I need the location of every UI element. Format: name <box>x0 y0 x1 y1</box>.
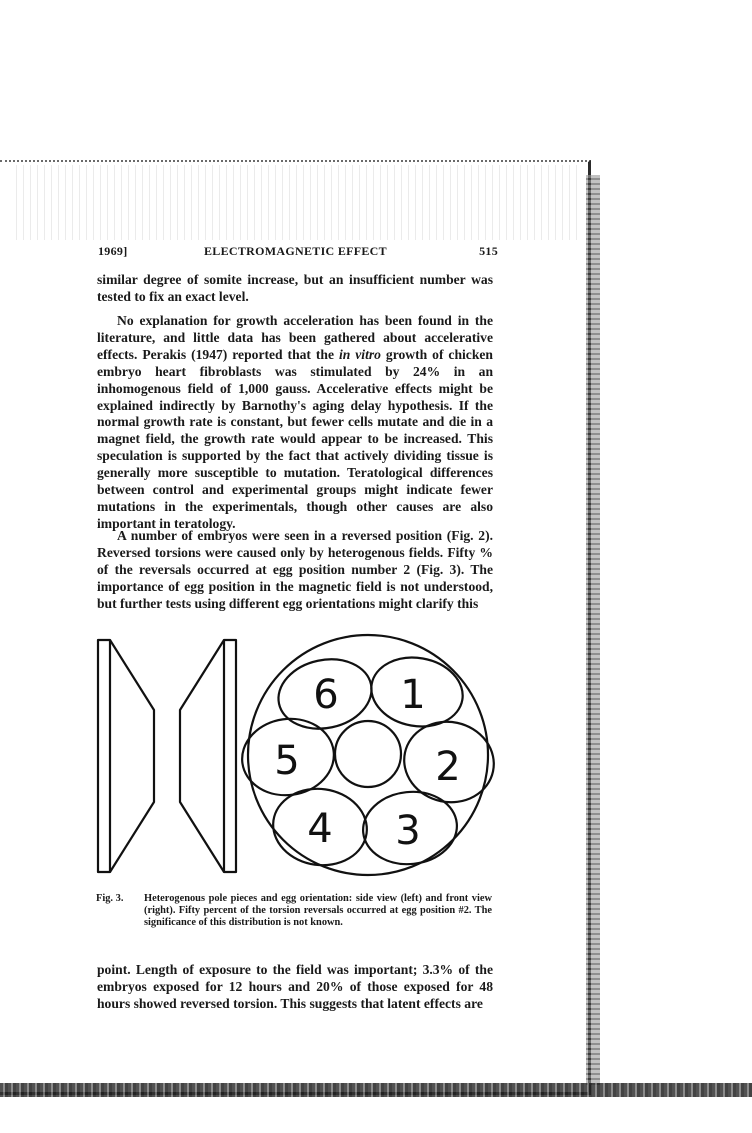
page-number: 515 <box>479 244 498 258</box>
paragraph-4 <box>97 962 493 1013</box>
paragraph-3-text: A number of embryos were seen in a reversed position (Fig. 2). Reversed torsions were caused only by heterogenous fields. Fifty % of the reversals occurred at egg position number 2 (Fig. 3). The importance of egg position in the magnetic field is not understood, but further tests using different egg orientations might clarify this <box>97 528 493 611</box>
egg-label-3: 3 <box>395 808 421 854</box>
center-egg <box>335 721 401 787</box>
pole-piece-left <box>98 640 154 872</box>
scan-noise-bottom <box>0 1083 752 1097</box>
paragraph-2-part-a: No explanation for growth acceleration has been found in the literature, and little data has been gathered about accelerative effects. Perakis (1947) reported that the <box>97 313 493 362</box>
pole-piece-right <box>180 640 236 872</box>
egg-label-6: 6 <box>313 672 339 718</box>
paragraph-3 <box>97 528 493 613</box>
caption-label: Fig. 3. <box>96 893 124 904</box>
figure-caption <box>96 893 492 928</box>
scan-noise-right <box>586 175 600 1085</box>
paragraph-2-part-b: growth of chicken embryo heart fibroblasts was stimulated by 24% in an inhomogenous field of 1,000 gauss. Accelerative effects might be explained indirectly by Barnothy's aging delay hypothesis. If the normal growth rate is constant, but fewer cells mutate and die in a magnet field, the growth rate would appear to be increased. This speculation is supported by the fact that actively dividing tissue is generally more susceptible to mutation. Teratological differences between control and experimental groups might indicate fewer mutations in the experimentals, though other causes are also important in teratology. <box>97 346 493 531</box>
paragraph-2 <box>97 313 493 533</box>
paragraph-2-italic: in vitro <box>338 346 381 362</box>
running-head <box>98 244 498 262</box>
caption-text: Heterogenous pole pieces and egg orientation: side view (left) and front view (right). Fifty percent of the torsion reversals occurred at egg position #2. The significance of this distribution is not known. <box>144 893 492 928</box>
egg-label-2: 2 <box>435 744 461 790</box>
egg-label-5: 5 <box>274 738 300 784</box>
paragraph-2-text <box>97 313 493 533</box>
figure-3-drawing <box>92 632 502 882</box>
egg-label-4: 4 <box>307 806 333 852</box>
running-head-title: ELECTROMAGNETIC EFFECT <box>204 244 387 258</box>
figure-3 <box>92 632 502 882</box>
paragraph-1 <box>97 272 493 306</box>
egg-label-1: 1 <box>400 672 426 718</box>
paragraph-4-text: point. Length of exposure to the field was important; 3.3% of the embryos exposed for 12 hours and 20% of those exposed for 48 hours showed reversed torsion. This suggests that latent effects are <box>97 962 493 1011</box>
running-head-year: 1969] <box>98 244 128 258</box>
paragraph-1-text: similar degree of somite increase, but an insufficient number was tested to fix an exact level. <box>97 272 493 304</box>
